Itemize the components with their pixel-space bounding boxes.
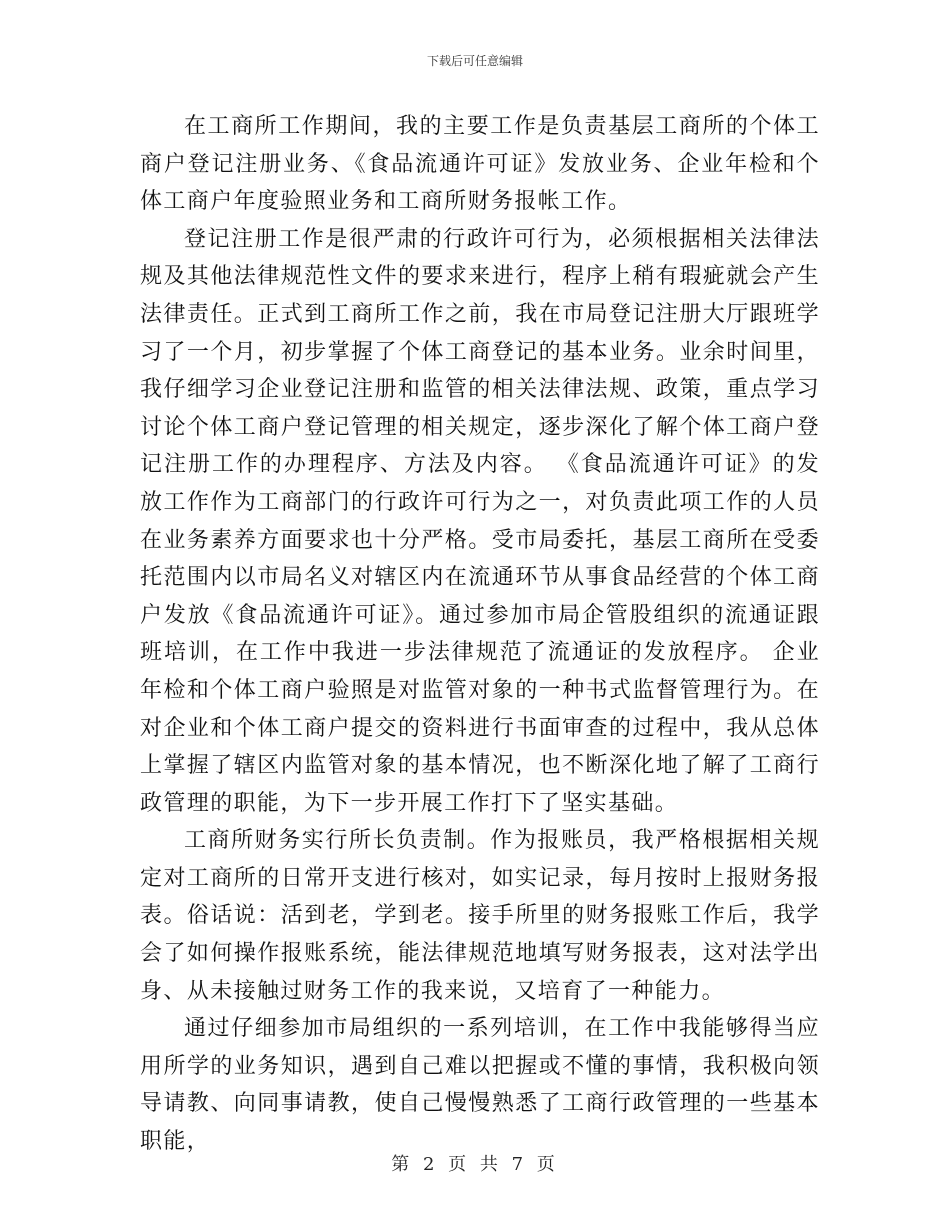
paragraph-training: 通过仔细参加市局组织的一系列培训，在工作中我能够得当应用所学的业务知识，遇到自己难以把握或不懂的事情，我积极向领导请教、向同事请教，使自己慢慢熟悉了工商行政管理的一些基本职能， — [140, 1016, 820, 1155]
paragraph-duties: 在工商所工作期间，我的主要工作是负责基层工商所的个体工商户登记注册业务、《食品流通许可证》发放业务、企业年检和个体工商户年度验照业务和工商所财务报帐工作。 — [140, 114, 820, 215]
paragraph-finance: 工商所财务实行所长负责制。作为报账员，我严格根据相关规定对工商所的日常开支进行核对，如实记录，每月按时上报财务报表。俗话说：活到老，学到老。接手所里的财务报账工作后，我学会了如何操作报账系统，能法律规范地填写财务报表，这对法学出身、从未接触过财务工作的我来说，又培育了一种能力。 — [140, 828, 820, 1004]
paragraph-registration: 登记注册工作是很严肃的行政许可行为，必须根据相关法律法规及其他法律规范性文件的要求来进行，程序上稍有瑕疵就会产生法律责任。正式到工商所工作之前，我在市局登记注册大厅跟班学习了一个月，初步掌握了个体工商登记的基本业务。业余时间里，我仔细学习企业登记注册和监管的相关法律法规、政策，重点学习讨论个体工商户登记管理的相关规定，逐步深化了解个体工商户登记注册工作的办理程序、方法及内容。 《食品流通许可证》的发放工作作为工商部门的行政许可行为之一，对负责此项工作的人员在业务素养方面要求也十分严格。受市局委托，基层工商所在受委托范围内以市局名义对辖区内在流通环节从事食品经营的个体工商户发放《食品流通许可证》。通过参加市局企管股组织的流通证跟班培训，在工作中我进一步法律规范了流通证的发放程序。 企业年检和个体工商户验照是对监管对象的一种书式监督管理行为。在对企业和个体工商户提交的资料进行书面审查的过程中，我从总体上掌握了辖区内监管对象的基本情况，也不断深化地了解了工商行政管理的职能，为下一步开展工作打下了坚实基础。 — [140, 226, 820, 816]
page-footer: 第 2 页 共 7 页 — [391, 1154, 559, 1175]
body-text — [140, 108, 820, 1161]
page-header: 下载后可任意编辑 — [426, 54, 523, 68]
